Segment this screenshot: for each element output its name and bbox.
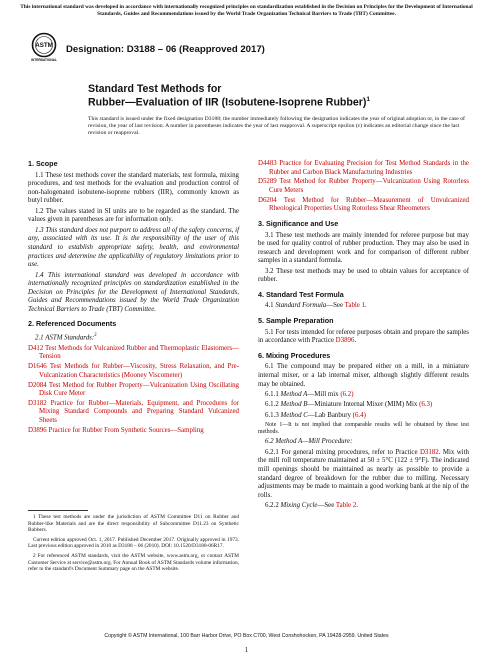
paragraph-6-1-2: 6.1.2 Method B—Miniature Internal Mixer (MIM) Mix (6.3) [265,401,433,409]
paragraph-6-2: 6.2 Method A—Mill Procedure: [265,438,353,446]
reference-title[interactable]: Test Methods for Vulcanized Rubber and Thermoplastic Elastomers—Tension [39,344,239,361]
reference-item[interactable] [258,197,469,214]
reference-item[interactable] [258,160,469,177]
reference-code[interactable]: D412 [28,344,44,352]
footnote-divider [28,510,88,511]
title-line-2 [88,96,370,109]
paragraph-6-1-1: 6.1.1 Method A—Mill mix (6.2) [265,391,354,399]
reference-code[interactable]: D1646 [28,363,47,371]
paragraph-1-4: 1.4 This international standard was developed in accordance with internationally recognized principles on standardization established in the Decision on Principles for the Development of International Standards, Guides and Recommendations issued by the World Trade Organization Technical Barriers to Trade (TBT) Committee. [28,271,239,313]
paragraph-1-3: 1.3 This standard does not purport to address all of the safety concerns, if any, associated with its use. It is the responsibility of the user of this standard to establish appropriate safety, health, and environmental practices and determine the applicability of regulatory limitations prior to use. [28,226,239,269]
reference-item[interactable] [28,345,239,362]
reference-code[interactable]: D4483 [258,160,277,167]
title-text: Rubber—Evaluation of IIR (Isobutene-Isoprene Rubber) [88,96,367,109]
paragraph-5-1: 5.1 For tests intended for referee purposes obtain and prepare the samples in accordance with Practice D3896. [258,328,469,345]
reference-item[interactable] [28,382,239,399]
section-heading-scope: 1. Scope [28,159,58,168]
footnote-2: 2 For referenced ASTM standards, visit the ASTM website, www.astm.org, or contact ASTM Customer Service at service@astm.org. For Annual Book of ASTM Standards volume information, refer to the standard's Document Summary page on the ASTM website. [28,552,239,573]
reference-list-right [258,160,469,214]
section-heading-formula: 4. Standard Test Formula [258,289,344,299]
reference-item[interactable] [28,363,239,380]
reference-code[interactable]: D2084 [28,381,47,389]
section-heading-referenced-documents: 2. Referenced Documents [28,319,117,329]
reference-code[interactable]: D5289 [258,178,277,186]
title-line-1: Standard Test Methods for [88,83,222,95]
right-column [258,160,469,513]
reference-list-left [28,345,239,436]
reference-title[interactable]: Test Method for Rubber—Measurement of Unvulcanized Rheological Properties Using Rotorless Shear Rheometers [269,196,469,213]
section-6-4-link[interactable]: (6.4) [352,411,366,419]
section-heading-mixing: 6. Mixing Procedures [258,350,331,360]
paragraph-3-2: 3.2 These test methods may be used to obtain values for acceptance of rubber. [258,267,469,284]
reference-item[interactable] [28,427,239,436]
table-2-link[interactable]: Table 2 [335,502,357,510]
paragraph-6-2-2: 6.2.2 Mixing Cycle—See Table 2. [265,502,359,510]
issue-note: This standard is issued under the fixed designation D3188; the number immediately following the designation indicates the year of original adoption or, in the case of revision, the year of last revision. A number in parentheses indicates the year of last reapproval. A superscript epsilon (ε) indicates an editorial change since the last revision or reapproval. [88,116,465,137]
astm-logo [30,32,58,62]
designation: Designation: D3188 – 06 (Reapproved 2017) [66,44,265,55]
section-6-2-link[interactable]: (6.2) [340,391,354,399]
reference-item[interactable] [258,178,469,195]
copyright-line: Copyright © ASTM International, 100 Barr Harbor Drive, PO Box C700, West Conshohocken, PA 19428-2959. United States [104,633,389,639]
paragraph-4-1: 4.1 Standard Formula—See Table 1. [265,302,367,310]
table-1-link[interactable]: Table 1 [344,302,366,310]
reference-title[interactable]: Practice for Evaluating Precision for Test Method Standards in the Rubber and Carbon Black Manufacturing Industries [269,160,469,176]
d3896-link[interactable]: D3896 [335,337,355,345]
paragraph-6-2-1: 6.2.1 For general mixing procedures, refer to Practice D3182. Mix with the mill roll temperature maintained at 50 ± 5°C (122 ± 9°F). The indicated mill openings should be maintained as nearly as possible to provide a standard degree of breakdown for the rubber due to milling. Necessary adjustments may be made to maintain a good working bank at the nip of the rolls. [258,448,470,499]
reference-title[interactable]: Practice for Rubber From Synthetic Sources—Sampling [48,426,204,434]
paragraph-6-1: 6.1 The compound may be prepared either on a mill, in a miniature internal mixer, or a lab internal mixer, although slightly different results may be obtained. [258,363,469,388]
left-column [28,160,239,437]
reference-title[interactable]: Test Method for Rubber Property—Vulcanization Using Rotorless Cure Meters [269,178,469,194]
reference-code[interactable]: D6204 [258,196,277,204]
astm-standards-subheading: 2.1 ASTM Standards:$^2$ [35,333,97,342]
tbt-notice: This international standard was developed in accordance with internationally recognized principles on standardization established in the Decision on Principles for the Development of International Standards, Guides and Recommendations issued by the World Trade Organization Technical Barriers to Trade (TBT) Committee. [20,4,473,17]
section-heading-significance: 3. Significance and Use [258,218,339,228]
footnotes [28,510,239,576]
paragraph-1-1: 1.1 These test methods cover the standard materials, test formula, mixing procedures, and test methods for the evaluation and production control of non-halogenated isobutene-isoprene rubbers (IIR), commonly known as butyl rubber. [28,171,239,205]
reference-item[interactable] [28,400,239,426]
page-number: 1 [244,646,249,654]
svg-text:INTERNATIONAL: INTERNATIONAL [31,58,57,62]
section-6-3-link[interactable]: (6.3) [419,401,433,409]
note-1: Note 1—It is not implied that comparable results will be obtained by these test methods. [258,422,469,436]
reference-title[interactable]: Practice for Rubber—Materials, Equipment, and Procedures for Mixing Standard Compounds and Preparing Standard Vulcanized Sheets [39,399,239,425]
paragraph-3-1: 3.1 These test methods are mainly intended for referee purpose but may be used for quality control of rubber production. They may also be used in research and development work and for comparison of different rubber samples in a standard formula. [258,231,469,265]
section-heading-sample-preparation: 5. Sample Preparation [258,316,334,326]
reference-code[interactable]: D3182 [28,399,47,407]
reference-code[interactable]: D3896 [28,426,47,434]
paragraph-1-2: 1.2 The values stated in SI units are to be regarded as the standard. The values given in parentheses are for information only. [28,207,239,224]
footnote-1: 1 These test methods are under the jurisdiction of ASTM Committee D11 on Rubber and Rubber-like Materials and are the direct responsibility of Subcommittee D11.23 on Synthetic Rubbers. [28,514,239,534]
reference-title[interactable]: Test Methods for Rubber—Viscosity, Stress Relaxation, and Pre-Vulcanization Characteristics (Mooney Viscometer) [39,363,239,379]
title-footnote-mark: 1 [366,96,371,103]
d3182-link[interactable]: D3182 [419,448,439,456]
footnote-1-edition: Current edition approved Oct. 1, 2017. Published December 2017. Originally approved in 1973. Last previous edition approved in 2010 as D3188 – 06 (2010). DOI: 10.1520/D3188-06R17. [28,536,239,550]
paragraph-6-1-3: 6.1.3 Method C—Lab Banbury (6.4) [265,411,366,419]
svg-text:ASTM: ASTM [35,42,53,50]
reference-title[interactable]: Test Method for Rubber Property—Vulcanization Using Oscillating Disk Cure Meter [39,381,239,398]
